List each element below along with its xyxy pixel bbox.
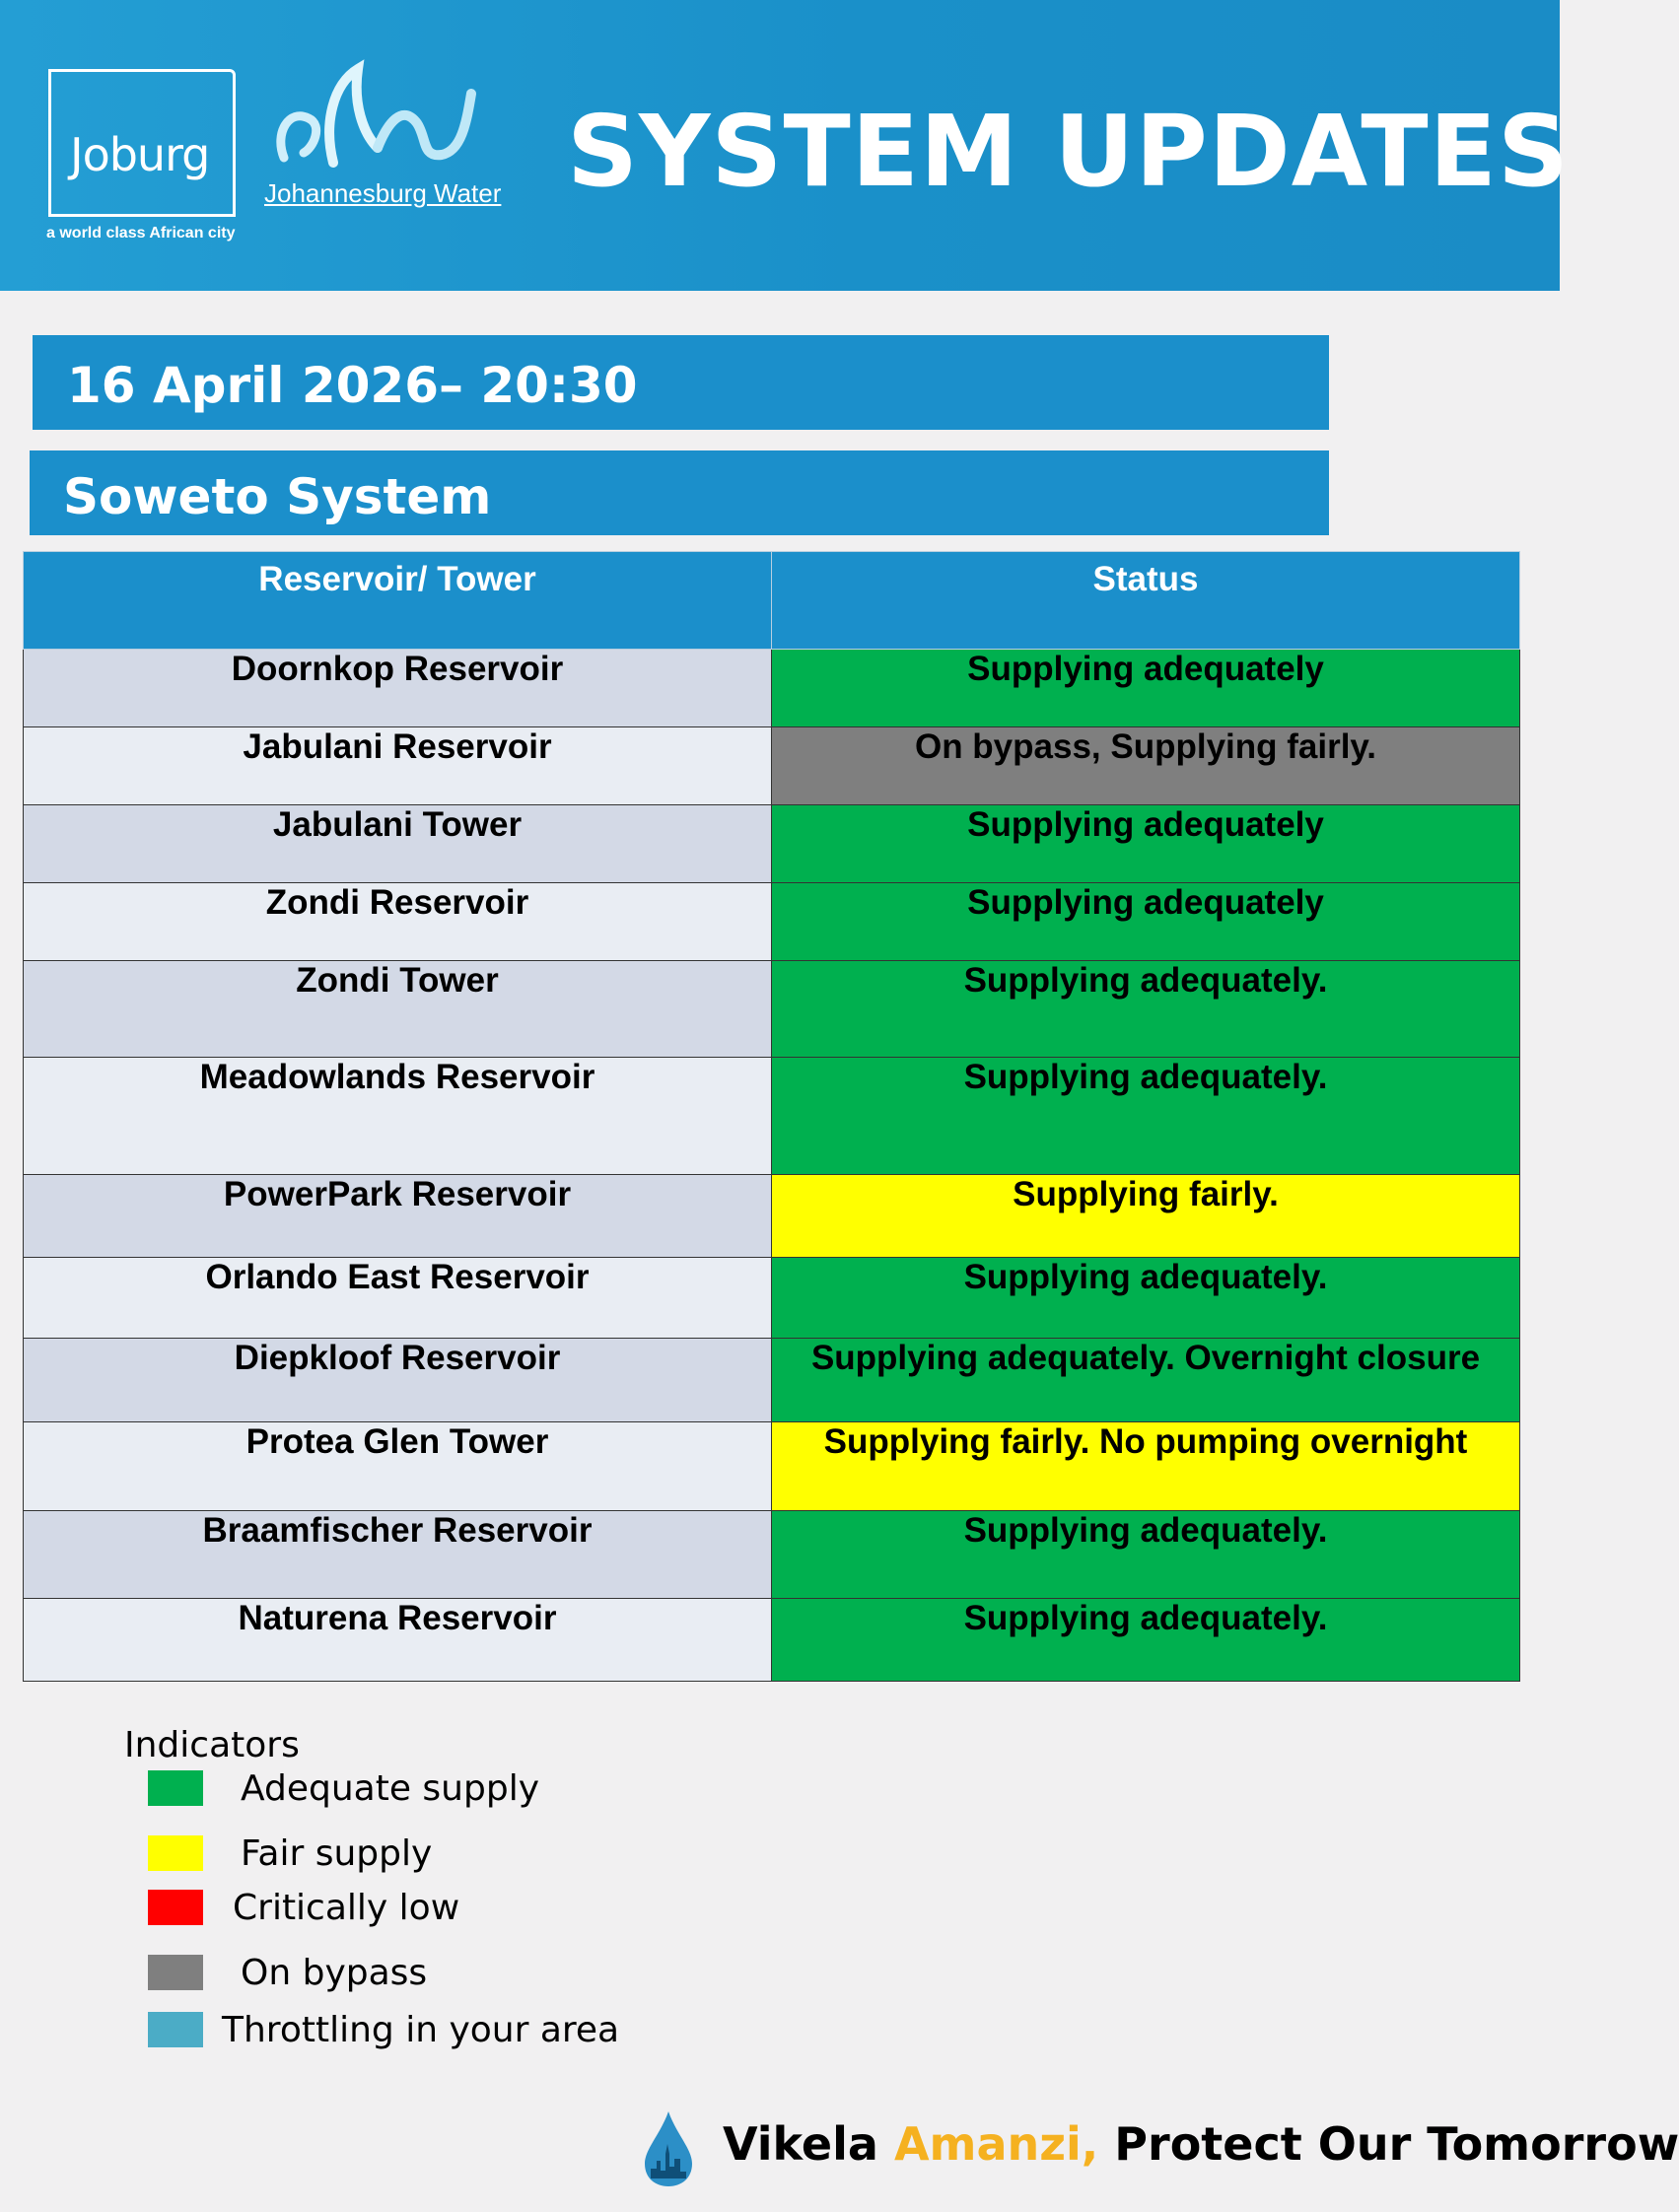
table-row xyxy=(24,1599,1520,1682)
status-cell: Supplying adequately xyxy=(772,805,1520,883)
site-name-cell: Meadowlands Reservoir xyxy=(24,1058,772,1175)
indicator-swatch xyxy=(148,2012,203,2047)
indicator-label: On bypass xyxy=(241,1953,428,1993)
site-name-cell: Diepkloof Reservoir xyxy=(24,1339,772,1422)
slogan-part-1: Vikela xyxy=(723,2117,894,2171)
indicators-title: Indicators xyxy=(124,1725,300,1765)
column-header-site: Reservoir/ Tower xyxy=(24,552,772,650)
site-name-cell: Protea Glen Tower xyxy=(24,1422,772,1511)
column-header-status: Status xyxy=(772,552,1520,650)
table-row xyxy=(24,805,1520,883)
indicator-label: Throttling in your area xyxy=(222,2010,620,2050)
status-cell: Supplying adequately. xyxy=(772,1599,1520,1682)
table-row xyxy=(24,1258,1520,1339)
table-row xyxy=(24,1422,1520,1511)
site-name-cell: Jabulani Reservoir xyxy=(24,727,772,805)
status-cell: Supplying adequately. xyxy=(772,1258,1520,1339)
status-cell: Supplying adequately. xyxy=(772,1511,1520,1599)
site-name-cell: Braamfischer Reservoir xyxy=(24,1511,772,1599)
site-name-cell: Orlando East Reservoir xyxy=(24,1258,772,1339)
site-name-cell: Zondi Tower xyxy=(24,961,772,1058)
status-cell: Supplying fairly. xyxy=(772,1175,1520,1258)
page-title: SYSTEM UPDATES xyxy=(567,94,1570,209)
site-name-cell: PowerPark Reservoir xyxy=(24,1175,772,1258)
johannesburg-water-logo-icon xyxy=(264,64,501,182)
site-name-cell: Zondi Reservoir xyxy=(24,883,772,961)
indicator-label: Fair supply xyxy=(241,1833,433,1874)
status-cell: Supplying adequately xyxy=(772,650,1520,727)
table-row xyxy=(24,883,1520,961)
slogan-highlight: Amanzi, xyxy=(893,2117,1099,2171)
joburg-logo: Joburg xyxy=(70,128,210,181)
indicator-swatch xyxy=(148,1890,203,1925)
table-row xyxy=(24,1339,1520,1422)
status-cell: Supplying adequately xyxy=(772,883,1520,961)
slogan-part-3: Protect Our Tomorrow xyxy=(1098,2117,1679,2171)
site-name-cell: Jabulani Tower xyxy=(24,805,772,883)
table-row xyxy=(24,650,1520,727)
johannesburg-water-name: Johannesburg Water xyxy=(264,178,502,208)
table-row xyxy=(24,961,1520,1058)
header-banner xyxy=(0,0,1570,291)
status-table xyxy=(23,551,1520,1682)
table-row xyxy=(24,1175,1520,1258)
date-time-bar: 16 April 2026– 20:30 xyxy=(33,335,1329,430)
indicator-label: Critically low xyxy=(233,1888,460,1928)
system-name-bar: Soweto System xyxy=(30,450,1329,535)
site-name-cell: Doornkop Reservoir xyxy=(24,650,772,727)
status-cell: On bypass, Supplying fairly. xyxy=(772,727,1520,805)
slogan xyxy=(723,2117,1679,2171)
status-cell: Supplying fairly. No pumping overnight xyxy=(772,1422,1520,1511)
table-row xyxy=(24,727,1520,805)
table-header-row xyxy=(24,552,1520,650)
table-row xyxy=(24,1058,1520,1175)
indicator-label: Adequate supply xyxy=(241,1768,540,1809)
water-drop-city-icon xyxy=(641,2109,696,2188)
indicator-swatch xyxy=(148,1955,203,1990)
status-cell: Supplying adequately. xyxy=(772,961,1520,1058)
indicator-swatch xyxy=(148,1835,203,1871)
status-cell: Supplying adequately. xyxy=(772,1058,1520,1175)
joburg-tagline: a world class African city xyxy=(46,225,236,242)
indicator-swatch xyxy=(148,1770,203,1806)
table-row xyxy=(24,1511,1520,1599)
site-name-cell: Naturena Reservoir xyxy=(24,1599,772,1682)
status-cell: Supplying adequately. Overnight closure xyxy=(772,1339,1520,1422)
